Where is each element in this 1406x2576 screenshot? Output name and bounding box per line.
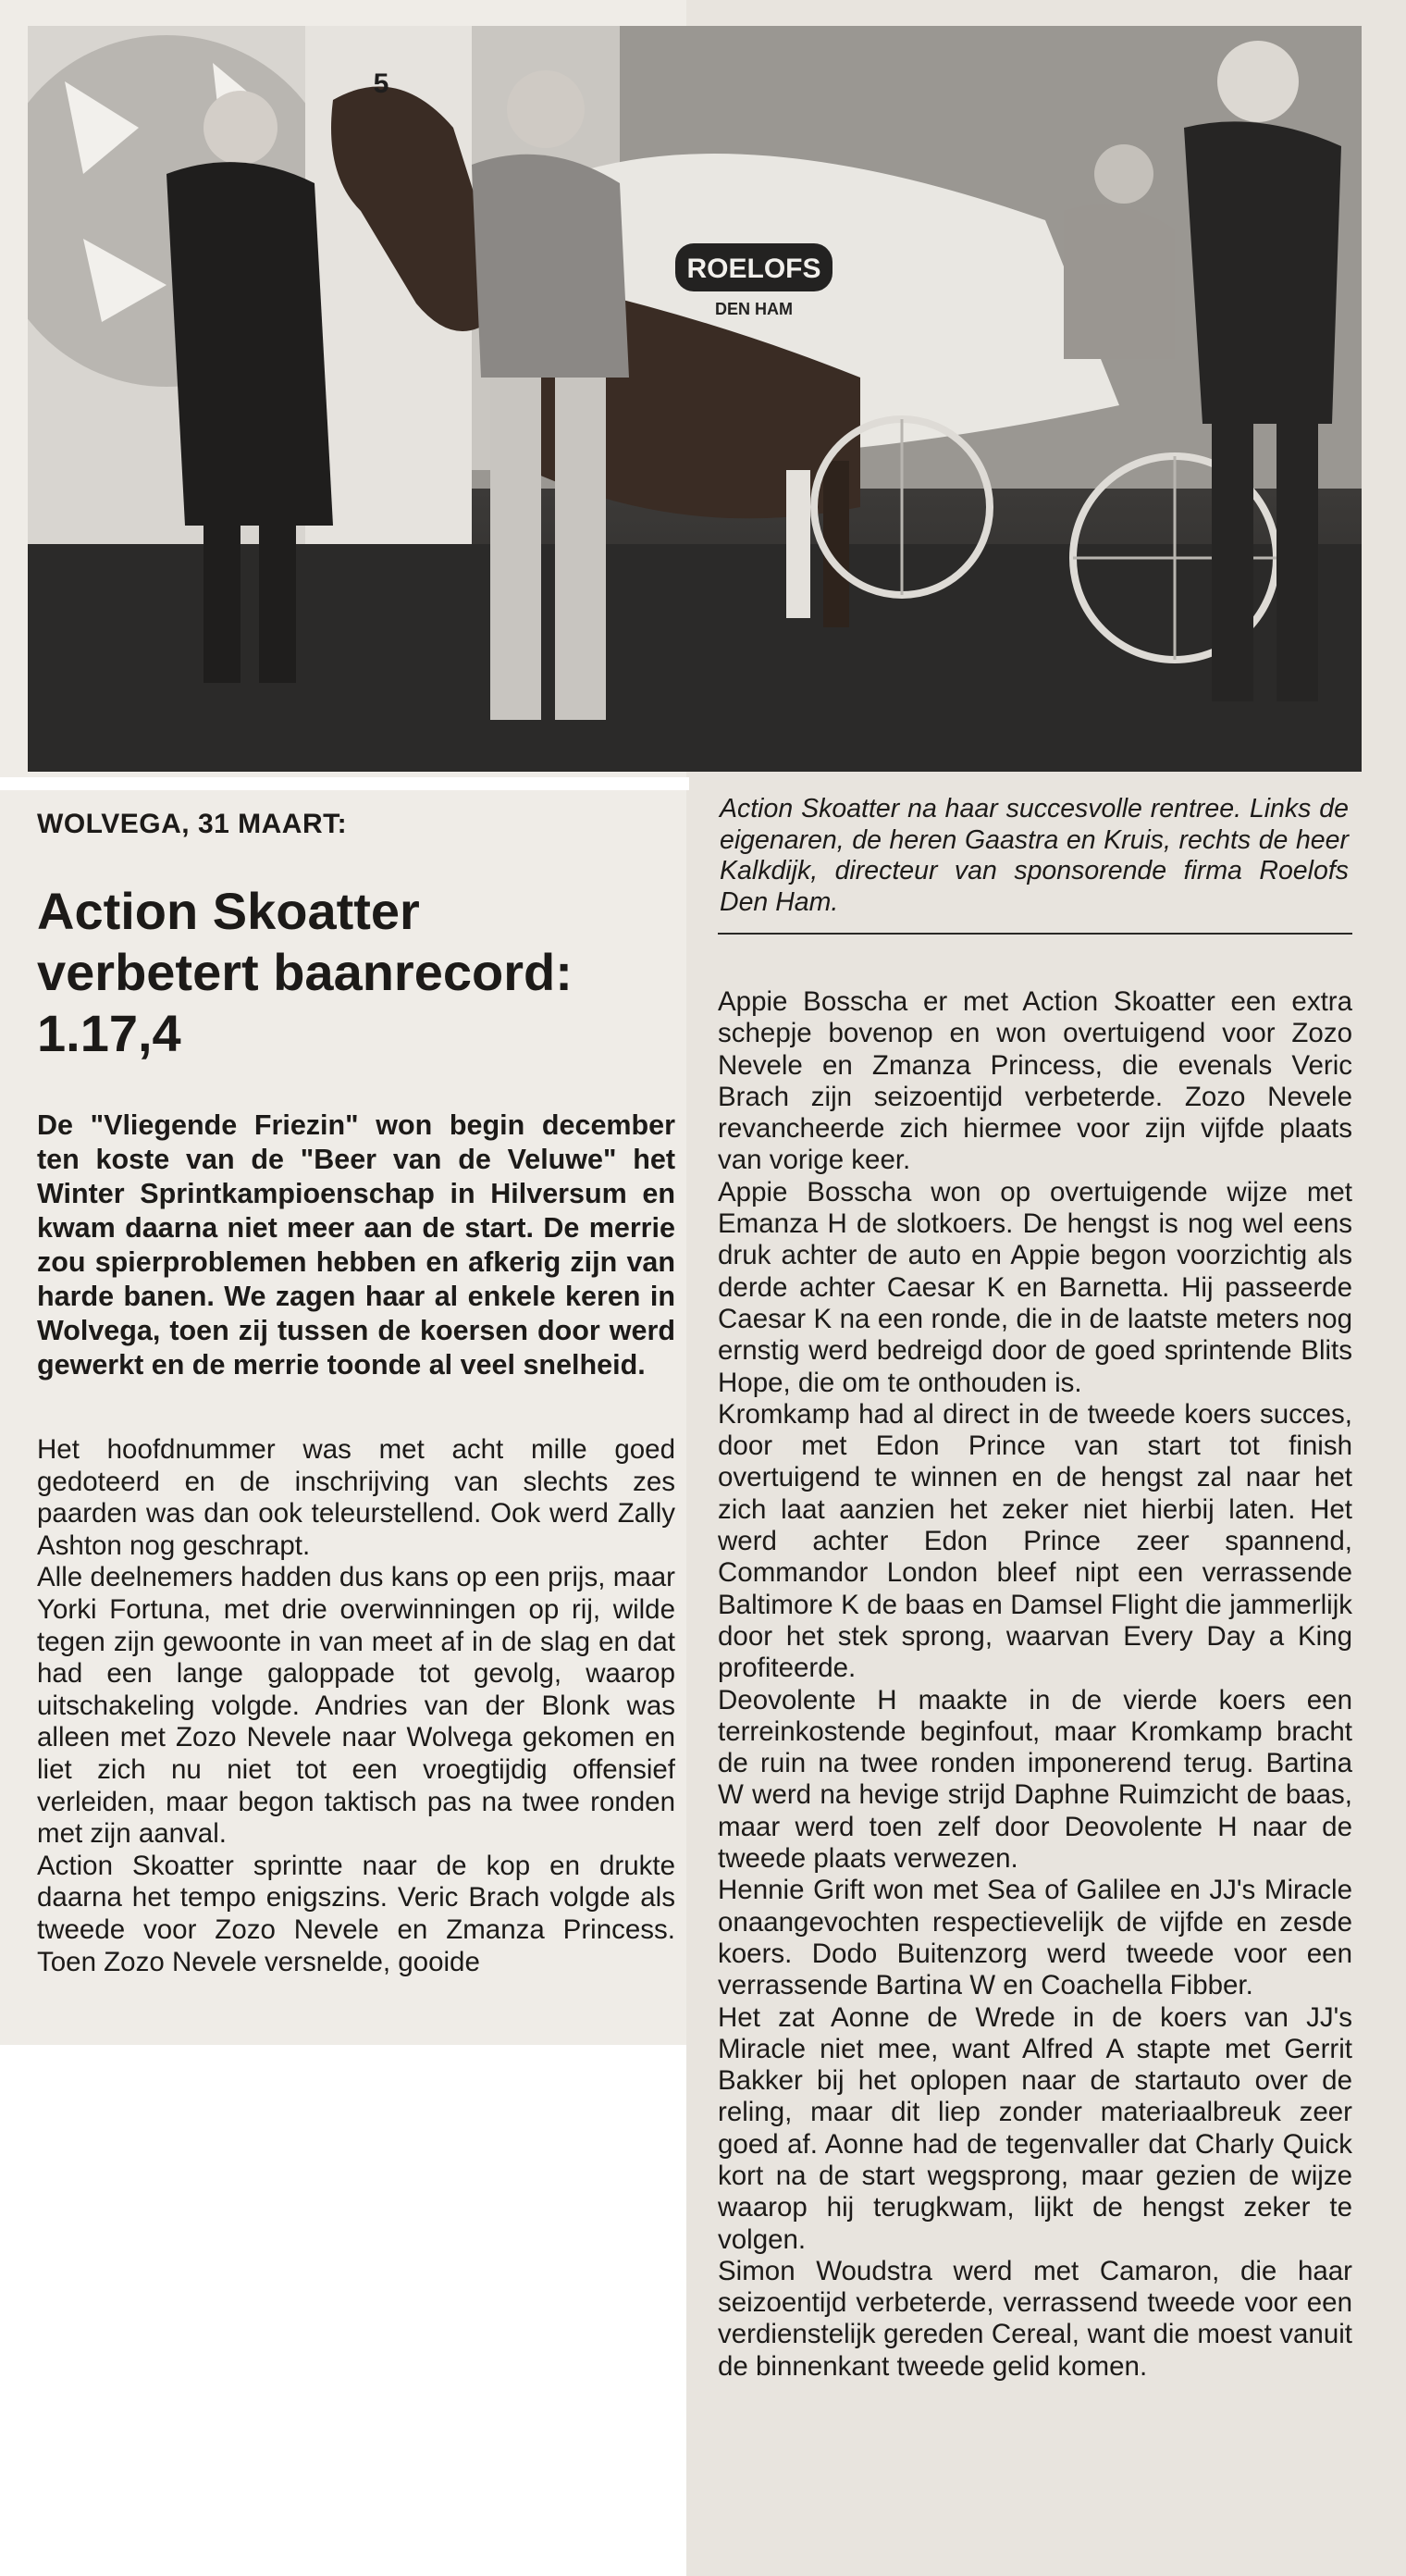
right-paragraph: Hennie Grift won met Sea of Galilee en JJ's Miracle onaangevochten respectievelijk de vijfde en zesde koers. Dodo Buitenzorg werd tweede voor een verrassende Bartina W en Coachella Fibber. xyxy=(718,1875,1352,2001)
right-paragraph: Kromkamp had al direct in de tweede koers succes, door met Edon Prince van start tot finish overtuigend te winnen en de hengst zal naar het zich laat aanzien het zeker niet hierbij laten. Het werd achter Edon Prince zeer spannend, Commandor London bleef nipt een verrassende Baltimore K de baas en Damsel Flight die jammerlijk door het stek sprong, waarvan Every Day a King profiteerde. xyxy=(718,1398,1352,1684)
photo-bottom-strip xyxy=(0,777,689,790)
left-paragraph: Het hoofdnummer was met acht mille goed gedoteerd en de inschrijving van slechts zes paarden was dan ook teleurstellend. Ook werd Zally Ashton nog geschrapt. xyxy=(37,1434,675,1561)
right-paragraph: Het zat Aonne de Wrede in de koers van JJ's Miracle niet mee, want Alfred A stapte met Gerrit Bakker bij het oplopen naar de startauto over de reling, maar dit liep zonder materiaalbreuk zeer goed af. Aonne had de tegenvaller dat Charly Quick kort na de start wegsprong, maar gezien de wijze waarop hij terugkwam, lijkt de hengst zeker te volgen. xyxy=(718,2001,1352,2255)
article-headline xyxy=(37,881,666,1064)
news-photo xyxy=(28,26,1362,772)
left-paragraph: Alle deelnemers hadden dus kans op een prijs, maar Yorki Fortuna, met drie overwinningen op rij, wilde tegen zijn gewoonte in van meet af in de slag en dat had een lange galoppade tot gevolg, waarop uitschakeling volgde. Andries van der Blonk was alleen met Zozo Nevele naar Wolvega gekomen en liet zich nu niet tot een vroegtijdig offensief verleiden, maar begon taktisch pas na twee ronden met zijn aanval. xyxy=(37,1562,675,1850)
right-paragraph: Appie Bosscha er met Action Skoatter een extra schepje bovenop en won overtuigend voor Zozo Nevele en Zmanza Princess, die evenals Veric Brach zijn seizoentijd verbeterde. Zozo Nevele revancheerde zich hiermee voor zijn vijfde plaats van vorige keer. xyxy=(718,986,1352,1176)
photo-illustration xyxy=(28,26,1362,772)
headline-line-1: Action Skoatter xyxy=(37,882,420,940)
right-paragraph: Simon Woudstra werd met Camaron, die haar seizoentijd verbeterde, verrassend tweede voor een verdienstelijk gereden Cereal, want die moest vanuit de binnenkant tweede gelid komen. xyxy=(718,2255,1352,2382)
left-body-column xyxy=(37,1434,675,1978)
photo-caption: Action Skoatter na haar succesvolle rentree. Links de eigenaren, de heren Gaastra en Kruis, rechts de heer Kalkdijk, directeur van sponsorende firma Roelofs Den Ham. xyxy=(720,794,1349,917)
caption-divider xyxy=(718,933,1352,935)
right-paragraph: Appie Bosscha won op overtuigende wijze met Emanza H de slotkoers. De hengst is nog wel eens druk achter de auto en Appie begon voorzichtig als derde achter Caesar K en Barnetta. Hij passeerde Caesar K na een ronde, die in de laatste meters nog ernstig werd bedreigd door de goed sprintende Blits Hope, die om te onthouden is. xyxy=(718,1176,1352,1398)
article-dateline: WOLVEGA, 31 MAART: xyxy=(37,809,348,839)
right-body-column xyxy=(718,986,1352,2383)
right-paragraph: Deovolente H maakte in de vierde koers een terreinkostende beginfout, maar Kromkamp bracht de ruin na twee ronden imponerend terug. Bartina W werd na hevige strijd Daphne Ruimzicht de baas, maar werd toen zelf door Deovolente H naar de tweede plaats verwezen. xyxy=(718,1684,1352,1875)
blanket-sponsor-subtext: DEN HAM xyxy=(715,300,793,318)
blanket-sponsor-text: ROELOFS xyxy=(686,254,821,284)
left-paragraph: Action Skoatter sprintte naar de kop en drukte daarna het tempo enigszins. Veric Brach volgde als tweede voor Zozo Nevele en Zmanza Princess. Toen Zozo Nevele versnelde, gooide xyxy=(37,1850,675,1977)
article-lead: De "Vliegende Friezin" won begin december ten koste van de "Beer van de Veluwe" het Winter Sprintkampioenschap in Hilversum en kwam daarna niet meer aan de start. De merrie zou spierproblemen hebben en afkerig zijn van harde banen. We zagen haar al enkele keren in Wolvega, toen zij tussen de koersen door werd gewerkt en de merrie toonde al veel snelheid. xyxy=(37,1109,675,1381)
headline-line-2: verbetert baanrecord: xyxy=(37,943,573,1001)
post-number-label: 5 xyxy=(373,68,389,99)
headline-line-3: 1.17,4 xyxy=(37,1004,181,1062)
